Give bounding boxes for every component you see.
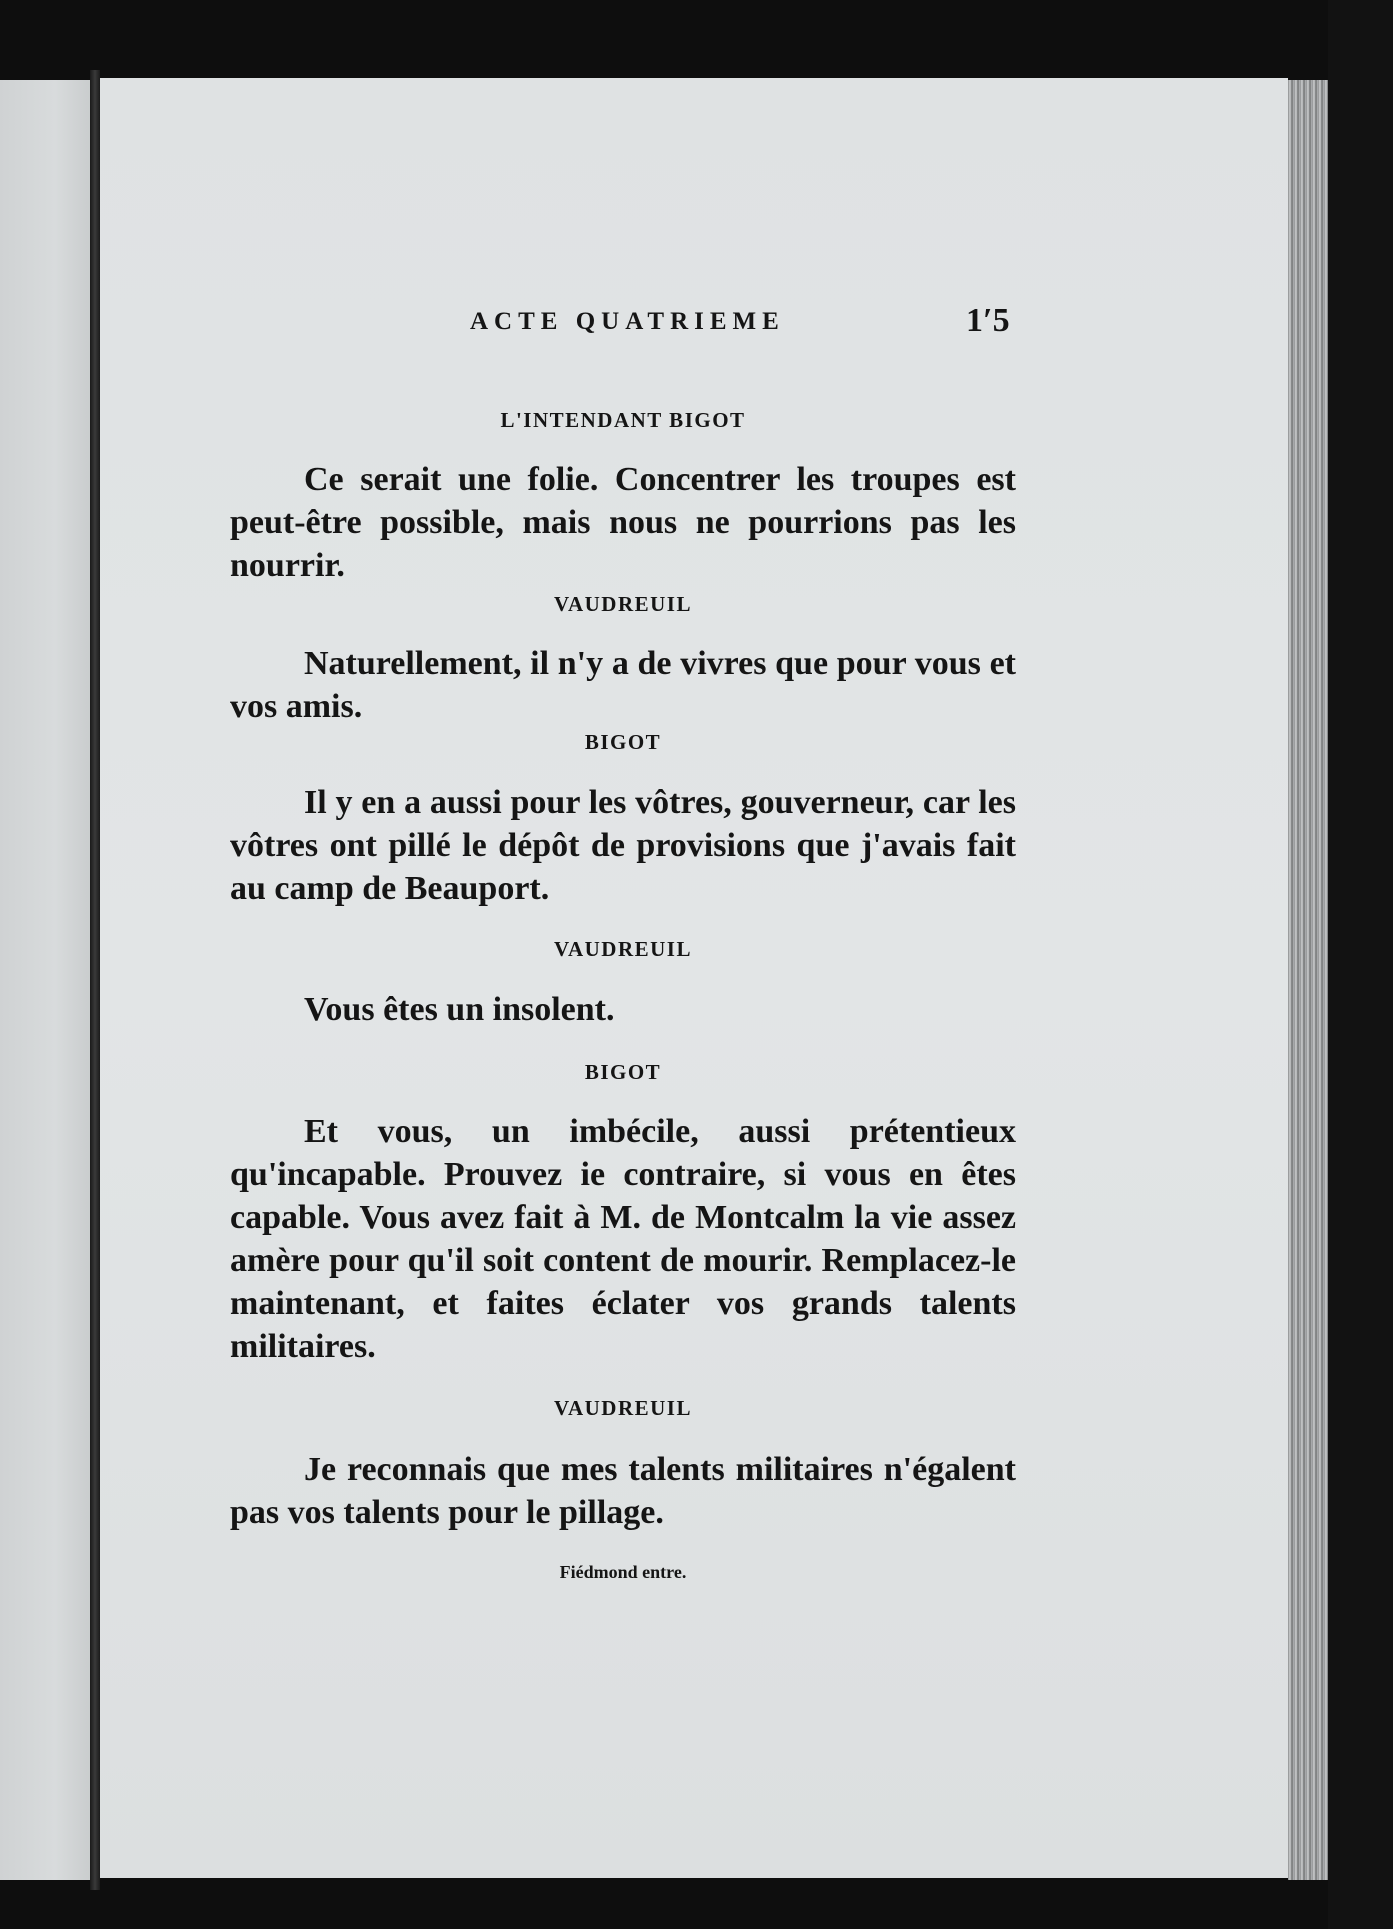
speaker-name: VAUDREUIL: [554, 937, 692, 961]
speech-paragraph: Et vous, un imbécile, aussi prétentieux qu'incapable. Prouvez ie contraire, si vous en êtes capable. Vous avez fait à M. de Montcalm la vie assez amère pour qu'il soit content de mourir. Remplacez-le maintenant, et faites éclater vos grands talents militaires.: [230, 1113, 1016, 1365]
speaker-name: BIGOT: [584, 1060, 662, 1084]
speaker-name: VAUDREUIL: [554, 1396, 692, 1420]
speech-paragraph: Naturellement, il n'y a de vivres que pour vous et vos amis.: [230, 645, 1016, 725]
speech-paragraph: Je reconnais que mes talents militaires n'égalent pas vos talents pour le pillage.: [230, 1451, 1016, 1531]
speaker-name: L'INTENDANT BIGOT: [500, 408, 746, 432]
stage-direction: Fiédmond entre.: [559, 1562, 687, 1582]
speech-paragraph: Il y en a aussi pour les vôtres, gouverneur, car les vôtres ont pillé le dépôt de provisions que j'avais fait au camp de Beauport.: [230, 784, 1016, 907]
running-title: ACTE QUATRIEME: [470, 308, 785, 335]
speech-paragraph: Ce serait une folie. Concentrer les troupes est peut-être possible, mais nous ne pourrions pas les nourrir.: [230, 461, 1016, 584]
speech-paragraph: Vous êtes un insolent.: [304, 991, 615, 1028]
speaker-name: BIGOT: [584, 730, 662, 754]
page-number: 1′5: [966, 302, 1010, 339]
speaker-name: VAUDREUIL: [554, 592, 692, 616]
